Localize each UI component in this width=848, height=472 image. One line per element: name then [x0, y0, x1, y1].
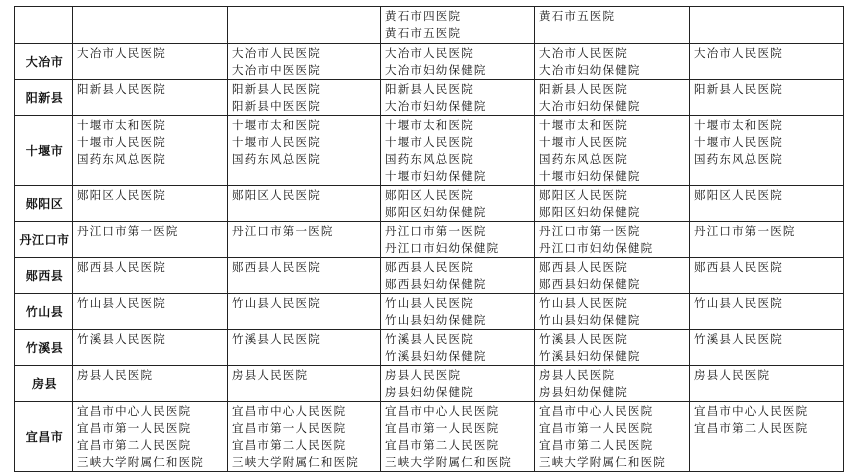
table-row [15, 294, 844, 330]
table-cell [381, 44, 535, 80]
table-row [15, 44, 844, 80]
table-cell [690, 330, 844, 366]
hospital-name: 竹山县人民医院 [232, 296, 321, 310]
hospital-name: 宜昌市第二人民医院 [694, 421, 809, 435]
city-cell [15, 7, 73, 44]
table-row [15, 366, 844, 402]
table-cell [73, 80, 228, 116]
hospital-name: 十堰市妇幼保健院 [385, 169, 487, 183]
hospital-name: 宜昌市第一人民医院 [232, 421, 347, 435]
table-row [15, 330, 844, 366]
table-cell [73, 222, 228, 258]
hospital-name: 大冶市妇幼保健院 [539, 99, 641, 113]
table-cell [535, 330, 690, 366]
hospital-name: 郧西县妇幼保健院 [385, 277, 487, 291]
table-cell [228, 116, 381, 186]
hospital-name: 郧西县人民医院 [232, 260, 321, 274]
table-cell [381, 330, 535, 366]
table-cell [381, 80, 535, 116]
city-label: 阳新县 [15, 80, 73, 116]
hospital-name: 郧西县人民医院 [539, 260, 628, 274]
hospital-name: 十堰市人民医院 [232, 135, 321, 149]
hospital-name: 郧阳区人民医院 [539, 188, 628, 202]
hospital-name: 丹江口市第一医院 [694, 224, 796, 238]
hospital-name: 房县人民医院 [232, 368, 309, 382]
table-cell [228, 186, 381, 222]
hospital-name: 宜昌市第二人民医院 [385, 438, 500, 452]
table-cell [690, 7, 844, 44]
table-row [15, 402, 844, 472]
hospital-name: 竹溪县人民医院 [539, 332, 628, 346]
hospital-name: 大冶市妇幼保健院 [385, 63, 487, 77]
hospital-name: 阳新县人民医院 [77, 82, 166, 96]
hospital-name: 竹山县妇幼保健院 [539, 313, 641, 327]
hospital-name: 郧阳区人民医院 [385, 188, 474, 202]
table-cell [381, 258, 535, 294]
hospital-name: 竹山县人民医院 [77, 296, 166, 310]
table-cell [535, 366, 690, 402]
hospital-name: 十堰市太和医院 [232, 118, 321, 132]
table-cell [73, 330, 228, 366]
hospital-name: 阳新县人民医院 [694, 82, 783, 96]
table-cell [690, 186, 844, 222]
hospital-name: 房县人民医院 [694, 368, 771, 382]
hospital-name: 十堰市人民医院 [539, 135, 628, 149]
hospital-name: 大冶市人民医院 [385, 46, 474, 60]
hospital-name: 十堰市太和医院 [694, 118, 783, 132]
table-cell [73, 366, 228, 402]
hospital-name: 房县人民医院 [539, 368, 616, 382]
hospital-name: 丹江口市妇幼保健院 [385, 241, 500, 255]
hospital-name: 郧阳区人民医院 [232, 188, 321, 202]
hospital-name: 郧阳区人民医院 [77, 188, 166, 202]
hospital-name: 阳新县人民医院 [232, 82, 321, 96]
table-cell [228, 80, 381, 116]
hospital-name: 郧阳区人民医院 [694, 188, 783, 202]
table-cell [535, 80, 690, 116]
table-cell [690, 258, 844, 294]
table-cell [73, 258, 228, 294]
hospital-name: 宜昌市中心人民医院 [232, 404, 347, 418]
hospital-name: 大冶市人民医院 [77, 46, 166, 60]
hospital-table-container [14, 6, 844, 472]
hospital-name: 丹江口市第一医院 [77, 224, 179, 238]
hospital-name: 竹溪县人民医院 [232, 332, 321, 346]
table-cell [535, 7, 690, 44]
city-label: 房县 [15, 366, 73, 402]
table-cell [381, 402, 535, 472]
hospital-name: 郧西县人民医院 [385, 260, 474, 274]
hospital-name: 宜昌市第一人民医院 [539, 421, 654, 435]
table-row [15, 186, 844, 222]
city-label: 郧阳区 [15, 186, 73, 222]
hospital-name: 大冶市人民医院 [539, 46, 628, 60]
hospital-name: 竹山县人民医院 [385, 296, 474, 310]
table-row [15, 7, 844, 44]
hospital-name: 宜昌市中心人民医院 [385, 404, 500, 418]
hospital-name: 竹山县人民医院 [539, 296, 628, 310]
hospital-name: 十堰市妇幼保健院 [539, 169, 641, 183]
hospital-name: 郧西县人民医院 [77, 260, 166, 274]
hospital-name: 国药东风总医院 [232, 152, 321, 166]
hospital-name: 阳新县人民医院 [539, 82, 628, 96]
table-cell [690, 294, 844, 330]
table-cell [535, 294, 690, 330]
hospital-name: 宜昌市中心人民医院 [77, 404, 192, 418]
hospital-name: 宜昌市第二人民医院 [232, 438, 347, 452]
city-label: 郧西县 [15, 258, 73, 294]
hospital-name: 竹溪县人民医院 [77, 332, 166, 346]
hospital-name: 郧西县妇幼保健院 [539, 277, 641, 291]
table-cell [228, 330, 381, 366]
table-cell [228, 402, 381, 472]
table-cell [228, 7, 381, 44]
table-cell [690, 366, 844, 402]
hospital-name: 房县妇幼保健院 [539, 385, 628, 399]
hospital-name: 丹江口市第一医院 [232, 224, 334, 238]
hospital-name: 郧西县人民医院 [694, 260, 783, 274]
hospital-name: 宜昌市中心人民医院 [539, 404, 654, 418]
table-cell [381, 7, 535, 44]
hospital-name: 十堰市太和医院 [539, 118, 628, 132]
hospital-name: 宜昌市第一人民医院 [77, 421, 192, 435]
hospital-name: 郧阳区妇幼保健院 [385, 205, 487, 219]
hospital-name: 宜昌市第二人民医院 [539, 438, 654, 452]
table-cell [535, 222, 690, 258]
hospital-name: 国药东风总医院 [385, 152, 474, 166]
table-cell [535, 116, 690, 186]
hospital-name: 竹溪县妇幼保健院 [539, 349, 641, 363]
hospital-name: 竹溪县人民医院 [694, 332, 783, 346]
hospital-name: 大冶市妇幼保健院 [385, 99, 487, 113]
hospital-name: 大冶市妇幼保健院 [539, 63, 641, 77]
table-cell [228, 294, 381, 330]
table-cell [690, 44, 844, 80]
table-cell [73, 294, 228, 330]
table-cell [381, 222, 535, 258]
hospital-name: 大冶市中医医院 [232, 63, 321, 77]
hospital-name: 黄石市四医院 [385, 9, 462, 23]
hospital-name: 十堰市人民医院 [694, 135, 783, 149]
hospital-name: 阳新县中医医院 [232, 99, 321, 113]
table-cell [73, 116, 228, 186]
table-row [15, 80, 844, 116]
table-row [15, 258, 844, 294]
table-cell [690, 222, 844, 258]
hospital-name: 大冶市人民医院 [694, 46, 783, 60]
city-label: 大冶市 [15, 44, 73, 80]
table-cell [228, 44, 381, 80]
hospital-name: 阳新县人民医院 [385, 82, 474, 96]
city-label: 竹溪县 [15, 330, 73, 366]
table-cell [690, 80, 844, 116]
hospital-name: 黄石市五医院 [385, 26, 462, 40]
table-cell [381, 186, 535, 222]
table-cell [381, 366, 535, 402]
table-cell [73, 186, 228, 222]
table-cell [228, 258, 381, 294]
table-cell [535, 44, 690, 80]
hospital-name: 黄石市五医院 [539, 9, 616, 23]
city-label: 十堰市 [15, 116, 73, 186]
table-body [15, 7, 844, 472]
table-cell [690, 402, 844, 472]
table-cell [535, 186, 690, 222]
table-cell [381, 294, 535, 330]
city-label: 丹江口市 [15, 222, 73, 258]
hospital-name: 竹山县人民医院 [694, 296, 783, 310]
table-cell [73, 7, 228, 44]
hospital-name: 丹江口市妇幼保健院 [539, 241, 654, 255]
hospital-name: 丹江口市第一医院 [539, 224, 641, 238]
hospital-name: 竹山县妇幼保健院 [385, 313, 487, 327]
hospital-name: 房县人民医院 [77, 368, 154, 382]
table-cell [535, 402, 690, 472]
hospital-name: 房县人民医院 [385, 368, 462, 382]
hospital-name: 十堰市人民医院 [77, 135, 166, 149]
hospital-name: 宜昌市第二人民医院 [77, 438, 192, 452]
hospital-name: 三峡大学附属仁和医院 [77, 455, 204, 469]
hospital-name: 丹江口市第一医院 [385, 224, 487, 238]
hospital-name: 大冶市人民医院 [232, 46, 321, 60]
table-cell [73, 402, 228, 472]
hospital-name: 国药东风总医院 [539, 152, 628, 166]
table-cell [381, 116, 535, 186]
city-label: 竹山县 [15, 294, 73, 330]
city-label: 宜昌市 [15, 402, 73, 472]
hospital-name: 三峡大学附属仁和医院 [232, 455, 359, 469]
hospital-name: 房县妇幼保健院 [385, 385, 474, 399]
hospital-name: 十堰市太和医院 [77, 118, 166, 132]
hospital-name: 三峡大学附属仁和医院 [385, 455, 512, 469]
hospital-name: 十堰市太和医院 [385, 118, 474, 132]
hospital-table [14, 6, 844, 472]
hospital-name: 十堰市人民医院 [385, 135, 474, 149]
hospital-name: 三峡大学附属仁和医院 [539, 455, 666, 469]
table-cell [228, 366, 381, 402]
hospital-name: 宜昌市中心人民医院 [694, 404, 809, 418]
hospital-name: 宜昌市第一人民医院 [385, 421, 500, 435]
hospital-name: 竹溪县妇幼保健院 [385, 349, 487, 363]
hospital-name: 国药东风总医院 [77, 152, 166, 166]
hospital-name: 国药东风总医院 [694, 152, 783, 166]
table-cell [73, 44, 228, 80]
table-cell [228, 222, 381, 258]
table-cell [535, 258, 690, 294]
hospital-name: 郧阳区妇幼保健院 [539, 205, 641, 219]
table-row [15, 222, 844, 258]
hospital-name: 竹溪县人民医院 [385, 332, 474, 346]
table-row [15, 116, 844, 186]
table-cell [690, 116, 844, 186]
